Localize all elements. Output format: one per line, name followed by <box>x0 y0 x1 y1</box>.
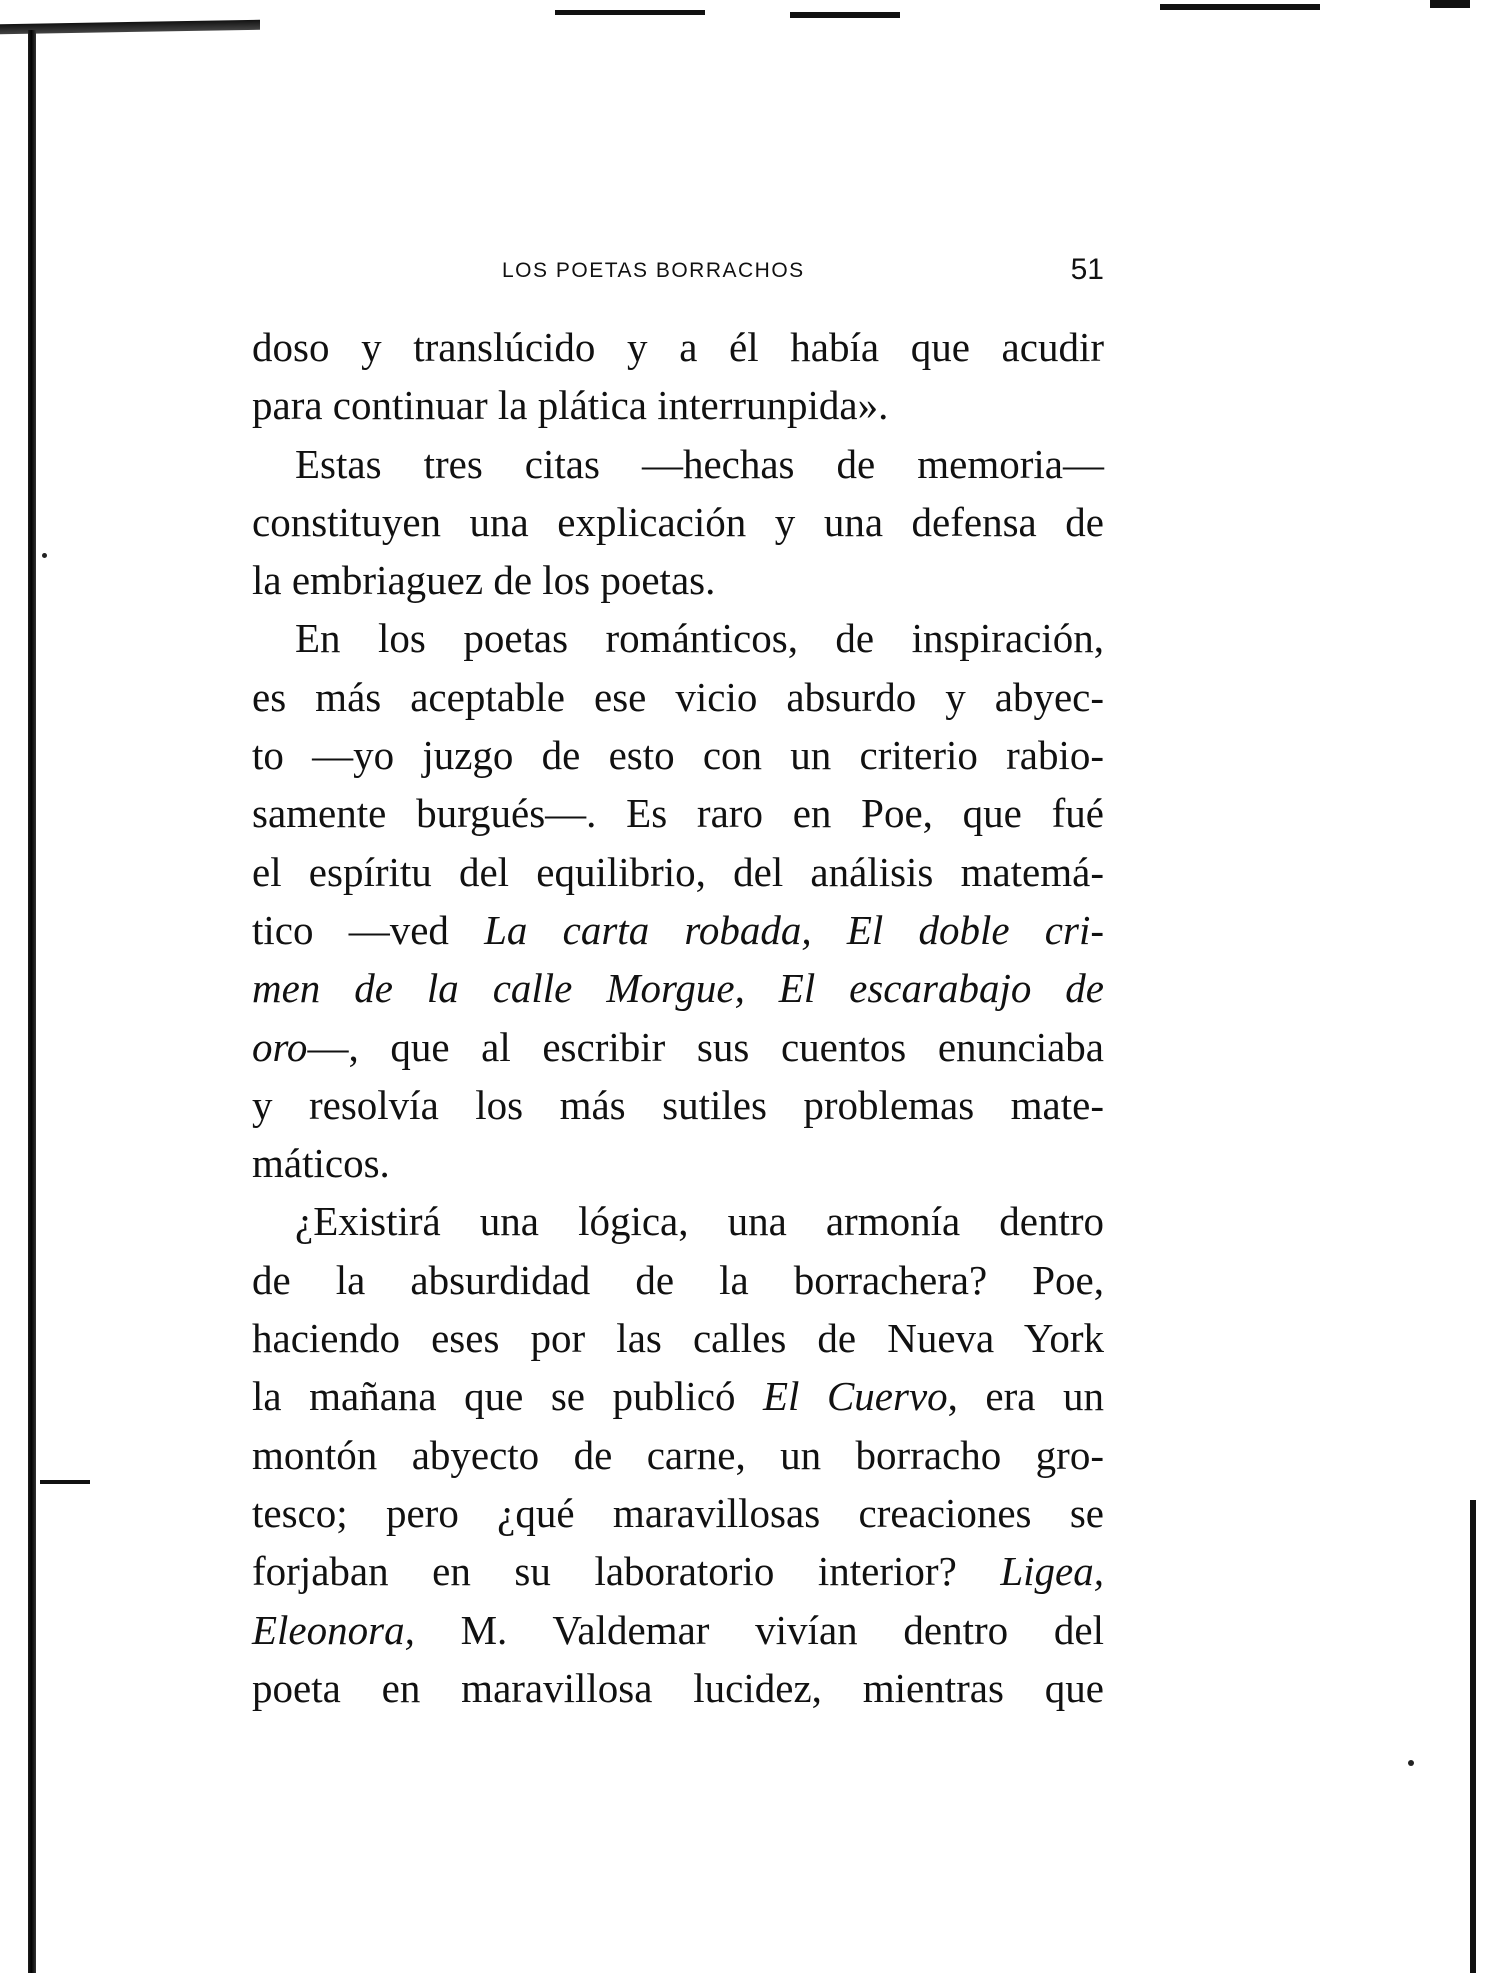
text-line: la embriaguez de los poetas. <box>252 557 716 604</box>
page-number: 51 <box>1070 253 1104 286</box>
text-line <box>252 1542 1104 1600</box>
text-line: tesco; pero ¿qué maravillosas creaciones se <box>252 1489 1104 1536</box>
italic-title: oro <box>252 1023 308 1070</box>
text-span: tico —ved <box>252 906 485 953</box>
scan-edge-artifact <box>40 1480 90 1484</box>
text-line <box>252 959 1104 1017</box>
text-span: , era un <box>947 1373 1104 1420</box>
text-line <box>252 1367 1104 1425</box>
scan-edge-artifact <box>0 20 260 35</box>
text-span: forjaban en su laboratorio interior? <box>252 1548 1001 1595</box>
running-head: LOS POETAS BORRACHOS <box>502 259 805 282</box>
text-span: —, que al escribir sus cuentos enunciaba <box>307 1023 1104 1070</box>
scan-edge-artifact <box>555 10 705 15</box>
scan-edge-artifact <box>1430 0 1470 8</box>
body-text <box>252 318 1104 1717</box>
text-line: el espíritu del equilibrio, del análisis matemá- <box>252 848 1104 895</box>
italic-title: Ligea, <box>1000 1548 1104 1595</box>
text-line <box>252 901 1104 959</box>
text-line: haciendo eses por las calles de Nueva York <box>252 1315 1104 1362</box>
scan-speck <box>42 553 47 558</box>
text-line: ¿Existirá una lógica, una armonía dentro <box>295 1198 1104 1245</box>
text-line: montón abyecto de carne, un borracho gro- <box>252 1431 1104 1478</box>
scan-edge-artifact <box>790 12 900 18</box>
text-line: Estas tres citas —hechas de memoria— <box>295 440 1104 487</box>
italic-title: La carta robada, El doble cri- <box>484 906 1104 953</box>
text-line: de la absurdidad de la borrachera? Poe, <box>252 1256 1104 1303</box>
italic-title: men de la calle Morgue, El escarabajo de <box>252 965 1104 1012</box>
text-line: y resolvía los más sutiles problemas mate- <box>252 1081 1104 1128</box>
scan-edge-artifact <box>1470 1500 1476 1973</box>
text-line: poeta en maravillosa lucidez, mientras que <box>252 1664 1104 1711</box>
text-span: la mañana que se publicó <box>252 1373 763 1420</box>
text-line: to —yo juzgo de esto con un criterio rabio- <box>252 732 1104 779</box>
text-line: para continuar la plática interrunpida». <box>252 382 889 429</box>
text-line: doso y translúcido y a él había que acudir <box>252 324 1104 370</box>
italic-title: El Cuervo <box>763 1373 948 1420</box>
text-line: es más aceptable ese vicio absurdo y abyec- <box>252 673 1104 720</box>
italic-title: Eleonora, <box>252 1606 415 1653</box>
text-line: constituyen una explicación y una defensa de <box>252 498 1104 545</box>
text-line <box>252 1018 1104 1076</box>
scan-edge-artifact <box>28 30 36 1973</box>
scan-edge-artifact <box>1160 4 1320 10</box>
page-header <box>252 255 1104 295</box>
text-span: M. Valdemar vivían dentro del <box>414 1606 1104 1653</box>
text-line: samente burgués—. Es raro en Poe, que fué <box>252 790 1104 837</box>
text-line: En los poetas románticos, de inspiración, <box>295 615 1104 662</box>
text-line <box>252 1601 1104 1659</box>
scan-speck <box>1408 1760 1414 1766</box>
text-line: máticos. <box>252 1140 390 1187</box>
